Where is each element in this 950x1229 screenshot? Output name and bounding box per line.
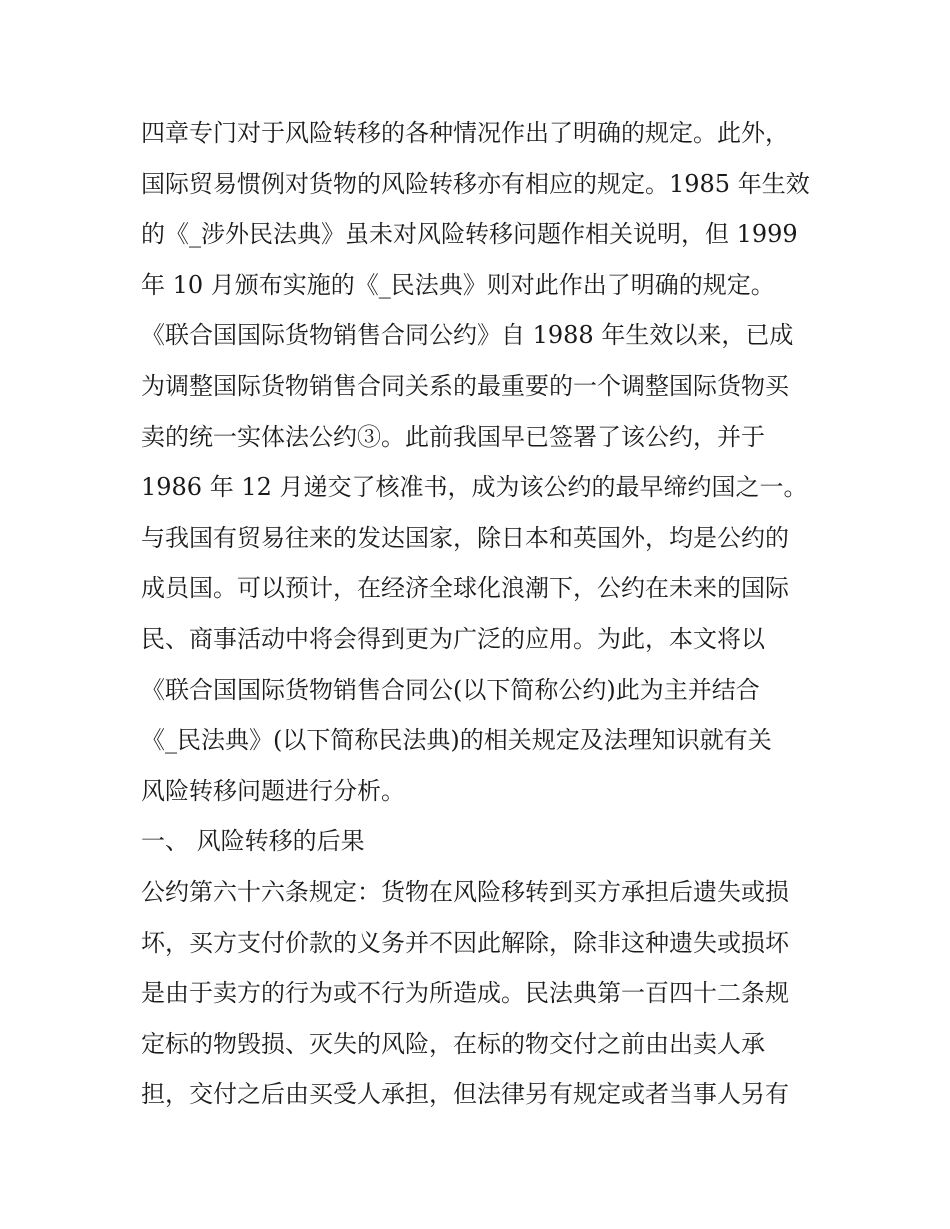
- section-heading: 一、 风险转移的后果: [141, 827, 365, 856]
- body-text: [141, 108, 821, 1120]
- text-line: 年 10 月颁布实施的《_民法典》则对此作出了明确的规定。: [141, 270, 775, 299]
- text-line: 民、商事活动中将会得到更为广泛的应用。为此，本文将以: [141, 624, 765, 653]
- text-line: 定标的物毁损、灭失的风险，在标的物交付之前由出卖人承: [141, 1029, 765, 1058]
- text-line: 的《_涉外民法典》虽未对风险转移问题作相关说明，但 1999: [141, 220, 798, 249]
- text-line: 公约第六十六条规定：货物在风险移转到买方承担后遗失或损: [141, 877, 789, 906]
- text-line: 卖的统一实体法公约③。此前我国早已签署了该公约，并于: [141, 422, 765, 451]
- text-line: 为调整国际货物销售合同关系的最重要的一个调整国际货物买: [141, 371, 789, 400]
- text-line: 坏，买方支付价款的义务并不因此解除，除非这种遗失或损坏: [141, 928, 789, 957]
- text-line: 成员国。可以预计，在经济全球化浪潮下，公约在未来的国际: [141, 574, 789, 603]
- text-line: 风险转移问题进行分析。: [141, 776, 405, 805]
- text-line: 1986 年 12 月递交了核准书，成为该公约的最早缔约国之一。: [141, 473, 808, 502]
- text-line: 四章专门对于风险转移的各种情况作出了明确的规定。此外，: [141, 119, 789, 147]
- text-line: 《_民法典》(以下简称民法典)的相关规定及法理知识就有关: [141, 726, 772, 755]
- text-line: 担，交付之后由买受人承担，但法律另有规定或者当事人另有: [141, 1080, 789, 1109]
- text-line: 国际贸易惯例对货物的风险转移亦有相应的规定。1985 年生效: [141, 169, 810, 198]
- text-line: 是由于卖方的行为或不行为所造成。民法典第一百四十二条规: [141, 979, 789, 1008]
- text-line: 与我国有贸易往来的发达国家，除日本和英国外，均是公约的: [141, 523, 789, 552]
- text-line: 《联合国国际货物销售合同公约》自 1988 年生效以来，已成: [141, 321, 794, 350]
- text-line: 《联合国国际货物销售合同公(以下简称公约)此为主并结合: [141, 675, 760, 704]
